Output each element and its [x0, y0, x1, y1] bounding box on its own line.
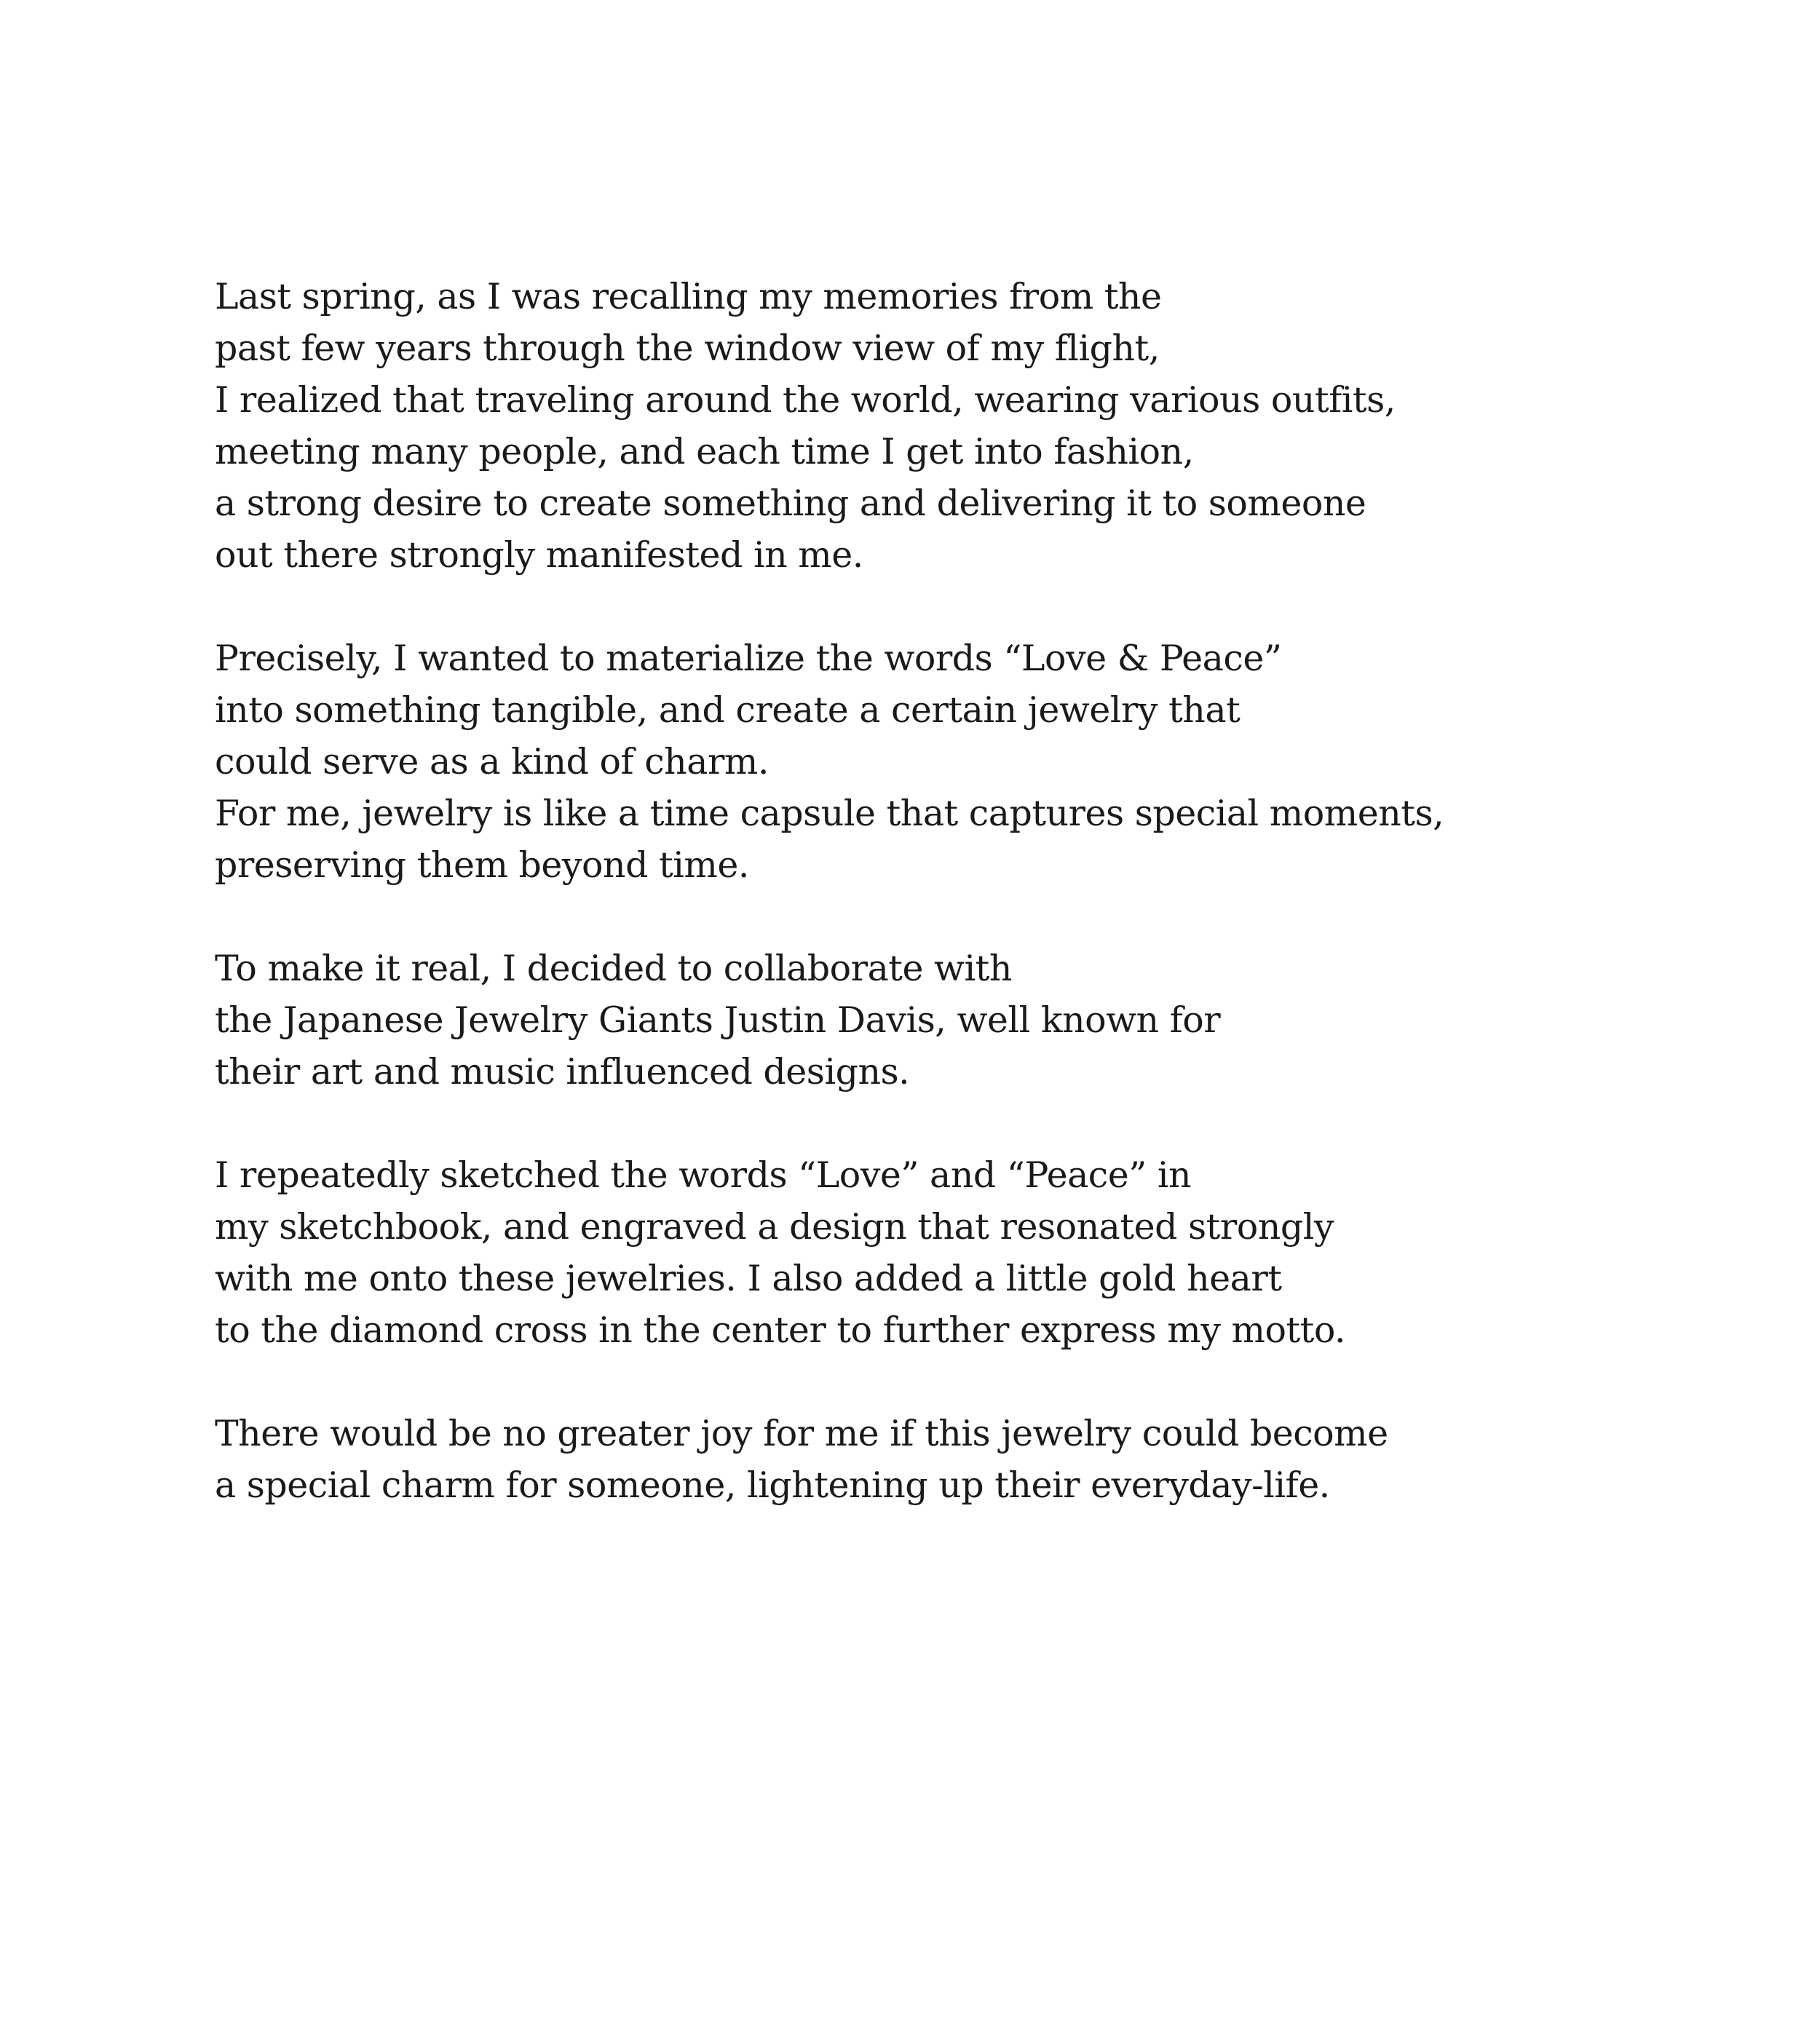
text-line: my sketchbook, and engraved a design that resonated strongly: [215, 1206, 1334, 1248]
document-body: [215, 271, 1444, 1563]
text-line: There would be no greater joy for me if this jewelry could become: [215, 1413, 1388, 1454]
paragraph-1: [215, 271, 1444, 581]
paragraph-2: [215, 633, 1444, 891]
text-line: could serve as a kind of charm.: [215, 741, 769, 782]
text-line: a strong desire to create something and delivering it to someone: [215, 483, 1366, 524]
text-line: into something tangible, and create a certain jewelry that: [215, 689, 1241, 731]
text-line: with me onto these jewelries. I also added a little gold heart: [215, 1258, 1282, 1299]
text-line: preserving them beyond time.: [215, 844, 749, 886]
text-line: I repeatedly sketched the words “Love” and “Peace” in: [215, 1154, 1192, 1196]
text-line: I realized that traveling around the world, wearing various outfits,: [215, 379, 1396, 421]
text-line: to the diamond cross in the center to further express my motto.: [215, 1309, 1346, 1351]
text-line: past few years through the window view of my flight,: [215, 328, 1160, 369]
text-line: their art and music influenced designs.: [215, 1051, 910, 1093]
paragraph-3: [215, 943, 1444, 1098]
text-line: To make it real, I decided to collaborate with: [215, 948, 1012, 989]
paragraph-4: [215, 1149, 1444, 1356]
paragraph-5: [215, 1408, 1444, 1511]
text-line: out there strongly manifested in me.: [215, 534, 863, 576]
text-line: meeting many people, and each time I get into fashion,: [215, 431, 1194, 472]
text-line: Last spring, as I was recalling my memories from the: [215, 276, 1162, 317]
text-line: the Japanese Jewelry Giants Justin Davis, well known for: [215, 999, 1221, 1041]
text-line: a special charm for someone, lightening up their everyday-life.: [215, 1464, 1330, 1506]
text-line: Precisely, I wanted to materialize the words “Love & Peace”: [215, 638, 1282, 679]
text-line: For me, jewelry is like a time capsule that captures special moments,: [215, 793, 1444, 834]
